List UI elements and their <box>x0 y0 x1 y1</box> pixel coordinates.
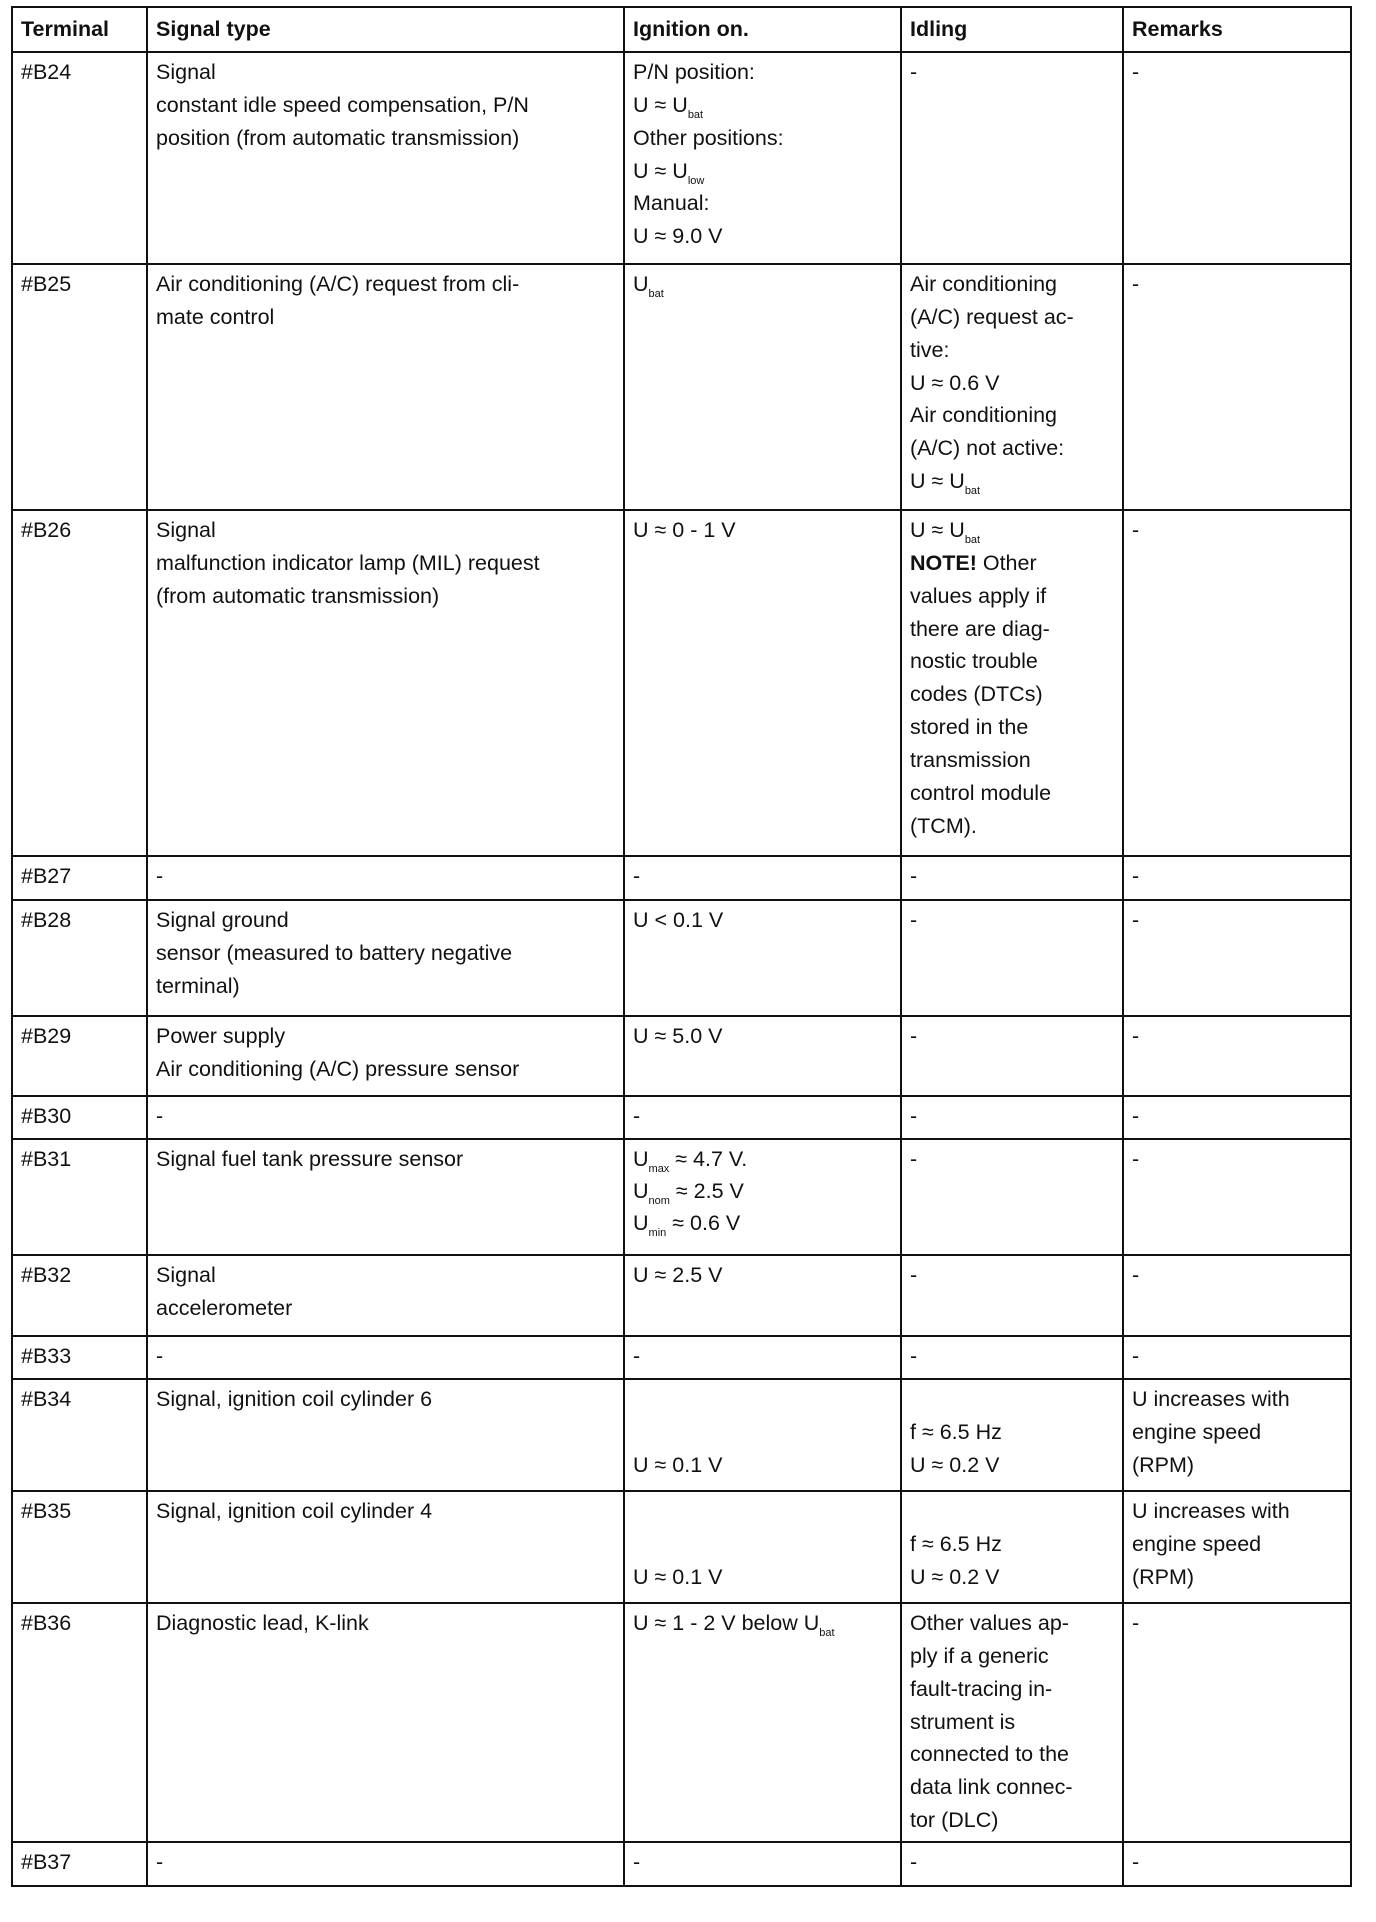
header-remarks: Remarks <box>1123 7 1351 52</box>
terminal-cell: #B37 <box>12 1842 147 1886</box>
terminal-cell: #B36 <box>12 1603 147 1842</box>
ignition-on-cell: U ≈ 0.1 V <box>624 1491 901 1603</box>
remarks-cell: - <box>1123 1336 1351 1379</box>
signal-type-cell: Diagnostic lead, K-link <box>147 1603 624 1842</box>
table-row <box>12 1842 1351 1886</box>
remarks-cell: - <box>1123 1139 1351 1255</box>
idling-cell: - <box>901 1842 1123 1886</box>
idling-cell: - <box>901 856 1123 900</box>
terminal-cell: #B34 <box>12 1379 147 1491</box>
table-row <box>12 510 1351 856</box>
signal-type-cell: Signal accelerometer <box>147 1255 624 1336</box>
idling-cell: - <box>901 1016 1123 1096</box>
idling-cell: Other values ap- ply if a generic fault-tracing in- strument is connected to the data link connec- tor (DLC) <box>901 1603 1123 1842</box>
remarks-cell: - <box>1123 856 1351 900</box>
signal-type-cell: Signal, ignition coil cylinder 4 <box>147 1491 624 1603</box>
signal-type-cell: - <box>147 856 624 900</box>
signal-type-cell: Signal constant idle speed compensation, P/N position (from automatic transmission) <box>147 52 624 264</box>
ignition-on-cell: U ≈ 0.1 V <box>624 1379 901 1491</box>
idling-cell: - <box>901 52 1123 264</box>
ignition-on-cell: U < 0.1 V <box>624 900 901 1016</box>
table-row <box>12 1096 1351 1139</box>
remarks-cell: U increases with engine speed (RPM) <box>1123 1379 1351 1491</box>
table-row <box>12 52 1351 264</box>
remarks-cell: - <box>1123 264 1351 510</box>
idling-cell: Air conditioning (A/C) request ac- tive: U ≈ 0.6 V Air conditioning (A/C) not active: $U \approx U_{bat}$ <box>901 264 1123 510</box>
table-row <box>12 1336 1351 1379</box>
idling-cell: f ≈ 6.5 Hz U ≈ 0.2 V <box>901 1379 1123 1491</box>
ignition-on-cell: - <box>624 1096 901 1139</box>
terminal-cell: #B26 <box>12 510 147 856</box>
ignition-on-cell: U ≈ 5.0 V <box>624 1016 901 1096</box>
ignition-on-cell: U ≈ 2.5 V <box>624 1255 901 1336</box>
terminal-cell: #B35 <box>12 1491 147 1603</box>
table-row <box>12 1255 1351 1336</box>
signal-type-cell: Signal fuel tank pressure sensor <box>147 1139 624 1255</box>
table-row <box>12 1379 1351 1491</box>
terminal-cell: #B28 <box>12 900 147 1016</box>
terminal-cell: #B30 <box>12 1096 147 1139</box>
header-signal-type: Signal type <box>147 7 624 52</box>
terminal-cell: #B31 <box>12 1139 147 1255</box>
document-page <box>11 6 1352 1887</box>
note-label: NOTE! <box>910 550 977 575</box>
signal-type-cell: Signal malfunction indicator lamp (MIL) request (from automatic transmission) <box>147 510 624 856</box>
signal-type-cell: - <box>147 1096 624 1139</box>
remarks-cell: - <box>1123 900 1351 1016</box>
table-row <box>12 1603 1351 1842</box>
table-row <box>12 1016 1351 1096</box>
idling-cell: - <box>901 1255 1123 1336</box>
ignition-on-cell: - <box>624 1842 901 1886</box>
remarks-cell: - <box>1123 1842 1351 1886</box>
terminal-cell: #B33 <box>12 1336 147 1379</box>
remarks-cell: - <box>1123 1096 1351 1139</box>
table-row <box>12 1139 1351 1255</box>
header-idling: Idling <box>901 7 1123 52</box>
ignition-on-cell: P/N position: $U \approx U_{bat}$ Other positions: $U \approx U_{low}$ Manual: U ≈ 9.0 V <box>624 52 901 264</box>
terminal-cell: #B27 <box>12 856 147 900</box>
signal-type-cell: Signal ground sensor (measured to battery negative terminal) <box>147 900 624 1016</box>
remarks-cell: U increases with engine speed (RPM) <box>1123 1491 1351 1603</box>
header-terminal: Terminal <box>12 7 147 52</box>
idling-cell: - <box>901 1096 1123 1139</box>
idling-cell: - <box>901 1139 1123 1255</box>
terminal-cell: #B32 <box>12 1255 147 1336</box>
terminal-cell: #B24 <box>12 52 147 264</box>
table-row <box>12 900 1351 1016</box>
remarks-cell: - <box>1123 1016 1351 1096</box>
signal-type-cell: - <box>147 1842 624 1886</box>
idling-cell: - <box>901 1336 1123 1379</box>
signal-type-cell: Air conditioning (A/C) request from cli- mate control <box>147 264 624 510</box>
terminal-cell: #B29 <box>12 1016 147 1096</box>
terminal-cell: #B25 <box>12 264 147 510</box>
header-ignition-on: Ignition on. <box>624 7 901 52</box>
remarks-cell: - <box>1123 52 1351 264</box>
table-row <box>12 1491 1351 1603</box>
terminal-table <box>11 6 1352 1887</box>
remarks-cell: - <box>1123 1603 1351 1842</box>
table-row <box>12 856 1351 900</box>
remarks-cell: - <box>1123 510 1351 856</box>
ignition-on-cell: $U_{max} \approx 4.7$ V. $U_{nom} \approx 2.5$ V $U_{min} \approx 0.6$ V <box>624 1139 901 1255</box>
signal-type-cell: - <box>147 1336 624 1379</box>
signal-type-cell: Signal, ignition coil cylinder 6 <box>147 1379 624 1491</box>
remarks-cell: - <box>1123 1255 1351 1336</box>
ignition-on-cell: - <box>624 1336 901 1379</box>
ignition-on-cell: U ≈ 0 - 1 V <box>624 510 901 856</box>
ignition-on-cell: $U_{bat}$ <box>624 264 901 510</box>
table-header-row <box>12 7 1351 52</box>
table-row <box>12 264 1351 510</box>
idling-cell: $U \approx U_{bat}$ NOTE! Other values apply if there are diag- nostic trouble codes (DTCs) stored in the transmission control module (TCM). <box>901 510 1123 856</box>
idling-cell: f ≈ 6.5 Hz U ≈ 0.2 V <box>901 1491 1123 1603</box>
signal-type-cell: Power supply Air conditioning (A/C) pressure sensor <box>147 1016 624 1096</box>
ignition-on-cell: U ≈ 1 - 2 V below $U_{bat}$ <box>624 1603 901 1842</box>
ignition-on-cell: - <box>624 856 901 900</box>
idling-cell: - <box>901 900 1123 1016</box>
